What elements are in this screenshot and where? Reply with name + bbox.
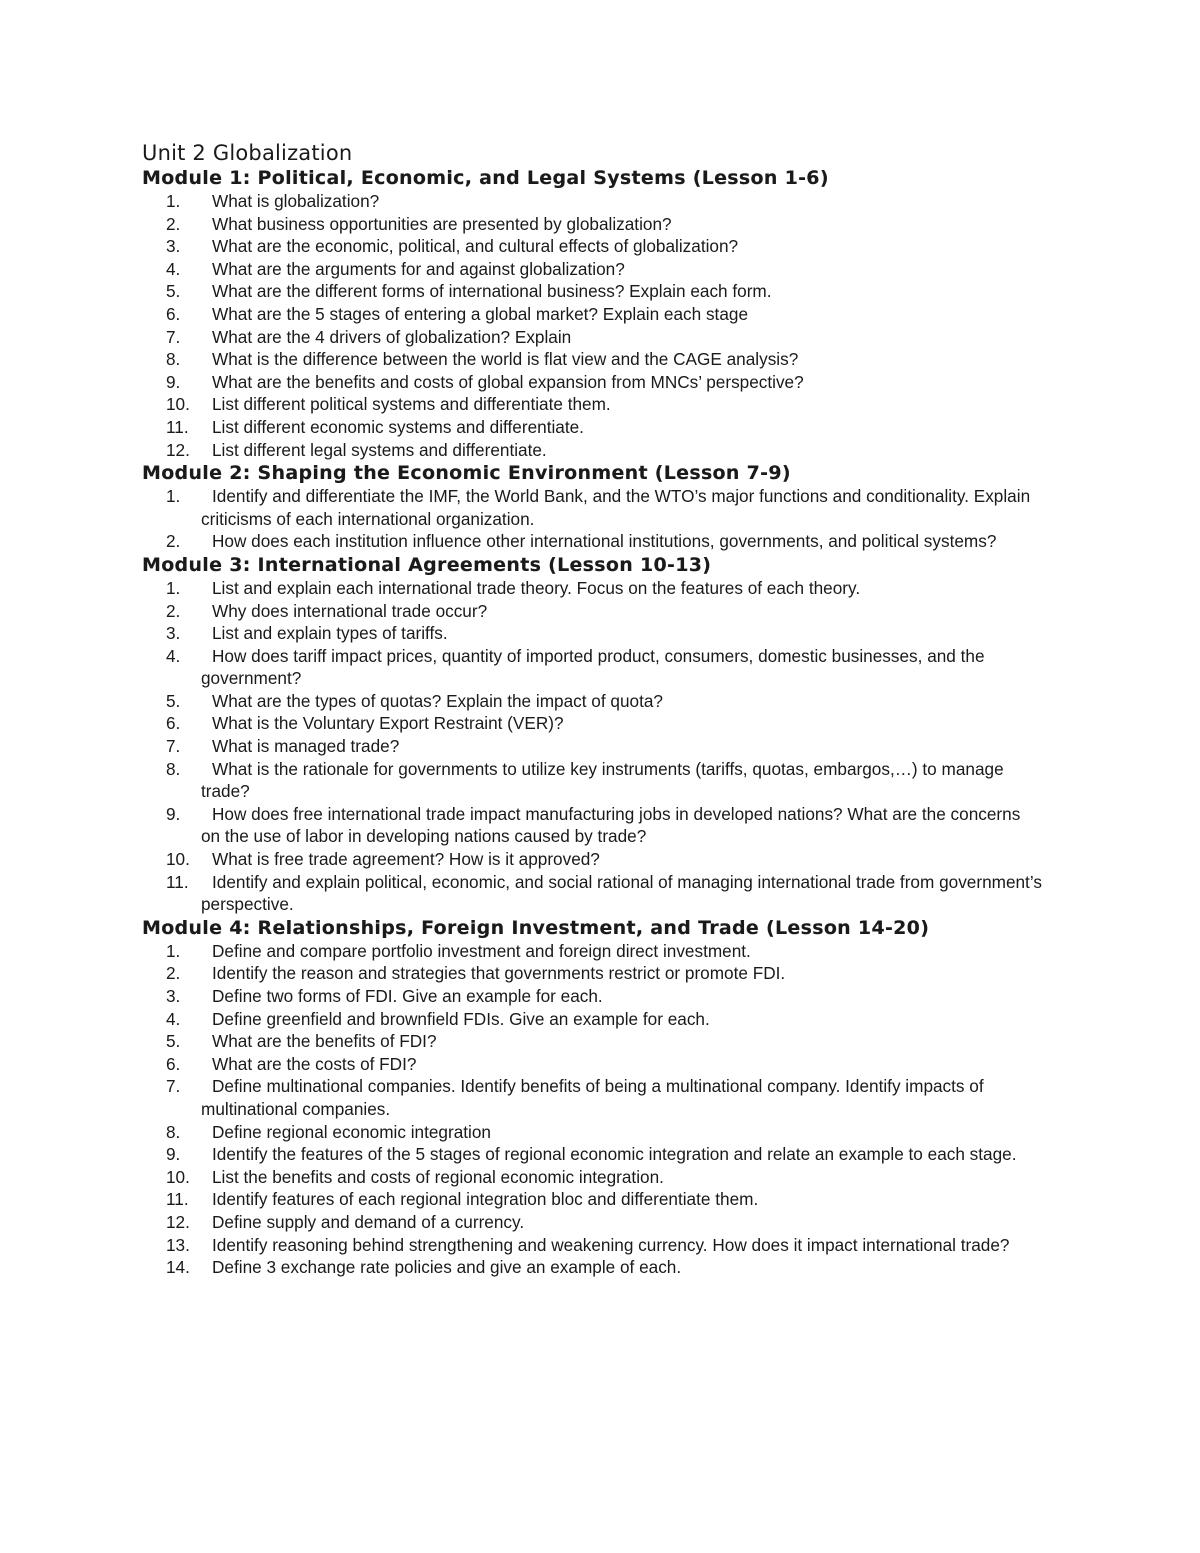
question-list	[142, 485, 1042, 553]
question-text: Define supply and demand of a currency.	[212, 1211, 525, 1232]
module-heading: Module 1: Political, Economic, and Legal Systems (Lesson 1-6)	[142, 167, 829, 189]
question-item	[142, 1008, 1042, 1031]
question-item	[142, 712, 1042, 735]
question-number: 5.	[166, 690, 181, 711]
question-item	[142, 348, 1042, 371]
question-text: Define greenfield and brownfield FDIs. Give an example for each.	[212, 1008, 710, 1029]
question-list	[142, 940, 1042, 1279]
question-text: Why does international trade occur?	[212, 600, 488, 621]
question-text: What are the arguments for and against globalization?	[212, 258, 625, 279]
question-text: What are the benefits and costs of global expansion from MNCs’ perspective?	[212, 371, 804, 392]
module-4	[142, 916, 1042, 1279]
question-text: What are the 4 drivers of globalization? Explain	[212, 326, 572, 347]
question-text: List the benefits and costs of regional economic integration.	[212, 1166, 664, 1187]
question-item	[142, 303, 1042, 326]
question-number: 5.	[166, 1031, 181, 1052]
question-item	[142, 962, 1042, 985]
question-item	[142, 645, 1042, 690]
question-text: Identify features of each regional integration bloc and differentiate them.	[212, 1189, 759, 1210]
question-number: 10.	[166, 849, 190, 870]
question-number: 9.	[166, 371, 181, 392]
question-number: 2.	[166, 213, 181, 234]
question-number: 4.	[166, 258, 181, 279]
question-item	[142, 1188, 1042, 1211]
question-text: Identify and explain political, economic, and social rational of managing international trade from government’s perspective.	[201, 871, 1042, 915]
question-text: List and explain each international trade theory. Focus on the features of each theory.	[212, 577, 861, 598]
question-number: 8.	[166, 1121, 181, 1142]
question-number: 1.	[166, 486, 181, 507]
question-text: How does each institution influence other international institutions, governments, and political systems?	[212, 531, 997, 552]
question-number: 2.	[166, 531, 181, 552]
question-item	[142, 735, 1042, 758]
question-text: What are the types of quotas? Explain the impact of quota?	[212, 690, 663, 711]
question-text: What is the difference between the world is flat view and the CAGE analysis?	[212, 349, 799, 370]
question-item	[142, 280, 1042, 303]
question-number: 10.	[166, 394, 190, 415]
question-item	[142, 371, 1042, 394]
module-heading: Module 4: Relationships, Foreign Investment, and Trade (Lesson 14-20)	[142, 916, 930, 939]
document-page	[142, 140, 1042, 1279]
question-number: 5.	[166, 281, 181, 302]
question-item	[142, 1166, 1042, 1189]
question-item	[142, 1143, 1042, 1166]
question-text: Define regional economic integration	[212, 1121, 491, 1142]
question-item	[142, 1121, 1042, 1144]
question-item	[142, 622, 1042, 645]
question-text: What is the Voluntary Export Restraint (VER)?	[212, 713, 564, 734]
question-number: 12.	[166, 439, 190, 460]
question-text: Identify the reason and strategies that governments restrict or promote FDI.	[212, 963, 786, 984]
question-number: 2.	[166, 600, 181, 621]
module-1	[142, 166, 1042, 461]
question-number: 8.	[166, 349, 181, 370]
question-number: 6.	[166, 713, 181, 734]
question-number: 6.	[166, 1053, 181, 1074]
question-item	[142, 690, 1042, 713]
question-number: 13.	[166, 1234, 190, 1255]
question-number: 7.	[166, 736, 181, 757]
module-heading: Module 3: International Agreements (Lesson 10-13)	[142, 553, 712, 576]
question-number: 11.	[166, 871, 189, 892]
question-number: 11.	[166, 416, 189, 437]
question-text: How does free international trade impact manufacturing jobs in developed nations? What are the concerns on the use of labor in developing nations caused by trade?	[201, 803, 1021, 847]
question-number: 11.	[166, 1189, 189, 1210]
question-item	[142, 190, 1042, 213]
question-number: 8.	[166, 758, 181, 779]
question-text: Define multinational companies. Identify benefits of being a multinational company. Identify impacts of multinational companies.	[201, 1076, 984, 1119]
question-text: What business opportunities are presented by globalization?	[212, 213, 672, 234]
question-list	[142, 577, 1042, 916]
question-item	[142, 213, 1042, 236]
question-item	[142, 1075, 1042, 1120]
question-item	[142, 1030, 1042, 1053]
question-text: What are the 5 stages of entering a global market? Explain each stage	[212, 303, 749, 324]
document-title: Unit 2 Globalization	[142, 141, 353, 165]
question-number: 14.	[166, 1257, 190, 1278]
question-number: 4.	[166, 1008, 181, 1029]
question-item	[142, 940, 1042, 963]
question-item	[142, 393, 1042, 416]
question-number: 2.	[166, 963, 181, 984]
question-number: 10.	[166, 1166, 190, 1187]
question-item	[142, 577, 1042, 600]
question-item	[142, 600, 1042, 623]
question-list	[142, 190, 1042, 461]
question-item	[142, 871, 1042, 916]
question-text: What are the economic, political, and cultural effects of globalization?	[212, 236, 739, 257]
module-heading: Module 2: Shaping the Economic Environment (Lesson 7-9)	[142, 462, 791, 485]
question-item	[142, 416, 1042, 439]
module-2	[142, 461, 1042, 553]
question-number: 9.	[166, 1144, 181, 1165]
question-text: Define 3 exchange rate policies and give an example of each.	[212, 1257, 682, 1278]
question-text: List different political systems and differentiate them.	[212, 394, 611, 415]
question-item	[142, 1234, 1042, 1257]
question-item	[142, 235, 1042, 258]
question-number: 7.	[166, 326, 181, 347]
question-text: What are the costs of FDI?	[212, 1053, 417, 1074]
question-text: What is managed trade?	[212, 736, 400, 757]
question-text: Identify the features of the 5 stages of regional economic integration and relate an example to each stage.	[212, 1144, 1017, 1165]
question-item	[142, 258, 1042, 281]
question-number: 1.	[166, 577, 181, 598]
question-text: What are the different forms of international business? Explain each form.	[212, 281, 772, 302]
question-item	[142, 1256, 1042, 1279]
question-item	[142, 485, 1042, 530]
question-text: What is the rationale for governments to utilize key instruments (tariffs, quotas, embargos,…) to manage trade?	[201, 758, 1004, 802]
question-text: Identify and differentiate the IMF, the World Bank, and the WTO’s major functions and conditionality. Explain criticisms of each international organization.	[201, 486, 1031, 529]
question-item	[142, 1211, 1042, 1234]
question-text: What is globalization?	[212, 191, 380, 211]
question-text: Define and compare portfolio investment and foreign direct investment.	[212, 940, 751, 961]
question-number: 3.	[166, 236, 181, 257]
question-text: List different economic systems and differentiate.	[212, 416, 584, 437]
question-item	[142, 1053, 1042, 1076]
question-text: Define two forms of FDI. Give an example for each.	[212, 986, 603, 1006]
question-number: 1.	[166, 940, 181, 961]
question-number: 7.	[166, 1076, 181, 1097]
question-item	[142, 326, 1042, 349]
question-number: 3.	[166, 986, 181, 1006]
question-item	[142, 758, 1042, 803]
question-number: 9.	[166, 803, 181, 824]
question-text: List and explain types of tariffs.	[212, 623, 448, 644]
question-number: 4.	[166, 645, 181, 666]
question-number: 1.	[166, 191, 181, 211]
module-3	[142, 553, 1042, 916]
question-item	[142, 803, 1042, 848]
question-item	[142, 439, 1042, 462]
question-number: 6.	[166, 303, 181, 324]
question-item	[142, 985, 1042, 1008]
question-text: What are the benefits of FDI?	[212, 1031, 437, 1052]
question-text: How does tariff impact prices, quantity of imported product, consumers, domestic businesses, and the government?	[201, 645, 985, 689]
question-text: List different legal systems and differentiate.	[212, 439, 547, 460]
question-text: Identify reasoning behind strengthening and weakening currency. How does it impact international trade?	[212, 1234, 1010, 1255]
question-number: 12.	[166, 1211, 190, 1232]
question-number: 3.	[166, 623, 181, 644]
question-item	[142, 848, 1042, 871]
question-text: What is free trade agreement? How is it approved?	[212, 849, 600, 870]
question-item	[142, 530, 1042, 553]
